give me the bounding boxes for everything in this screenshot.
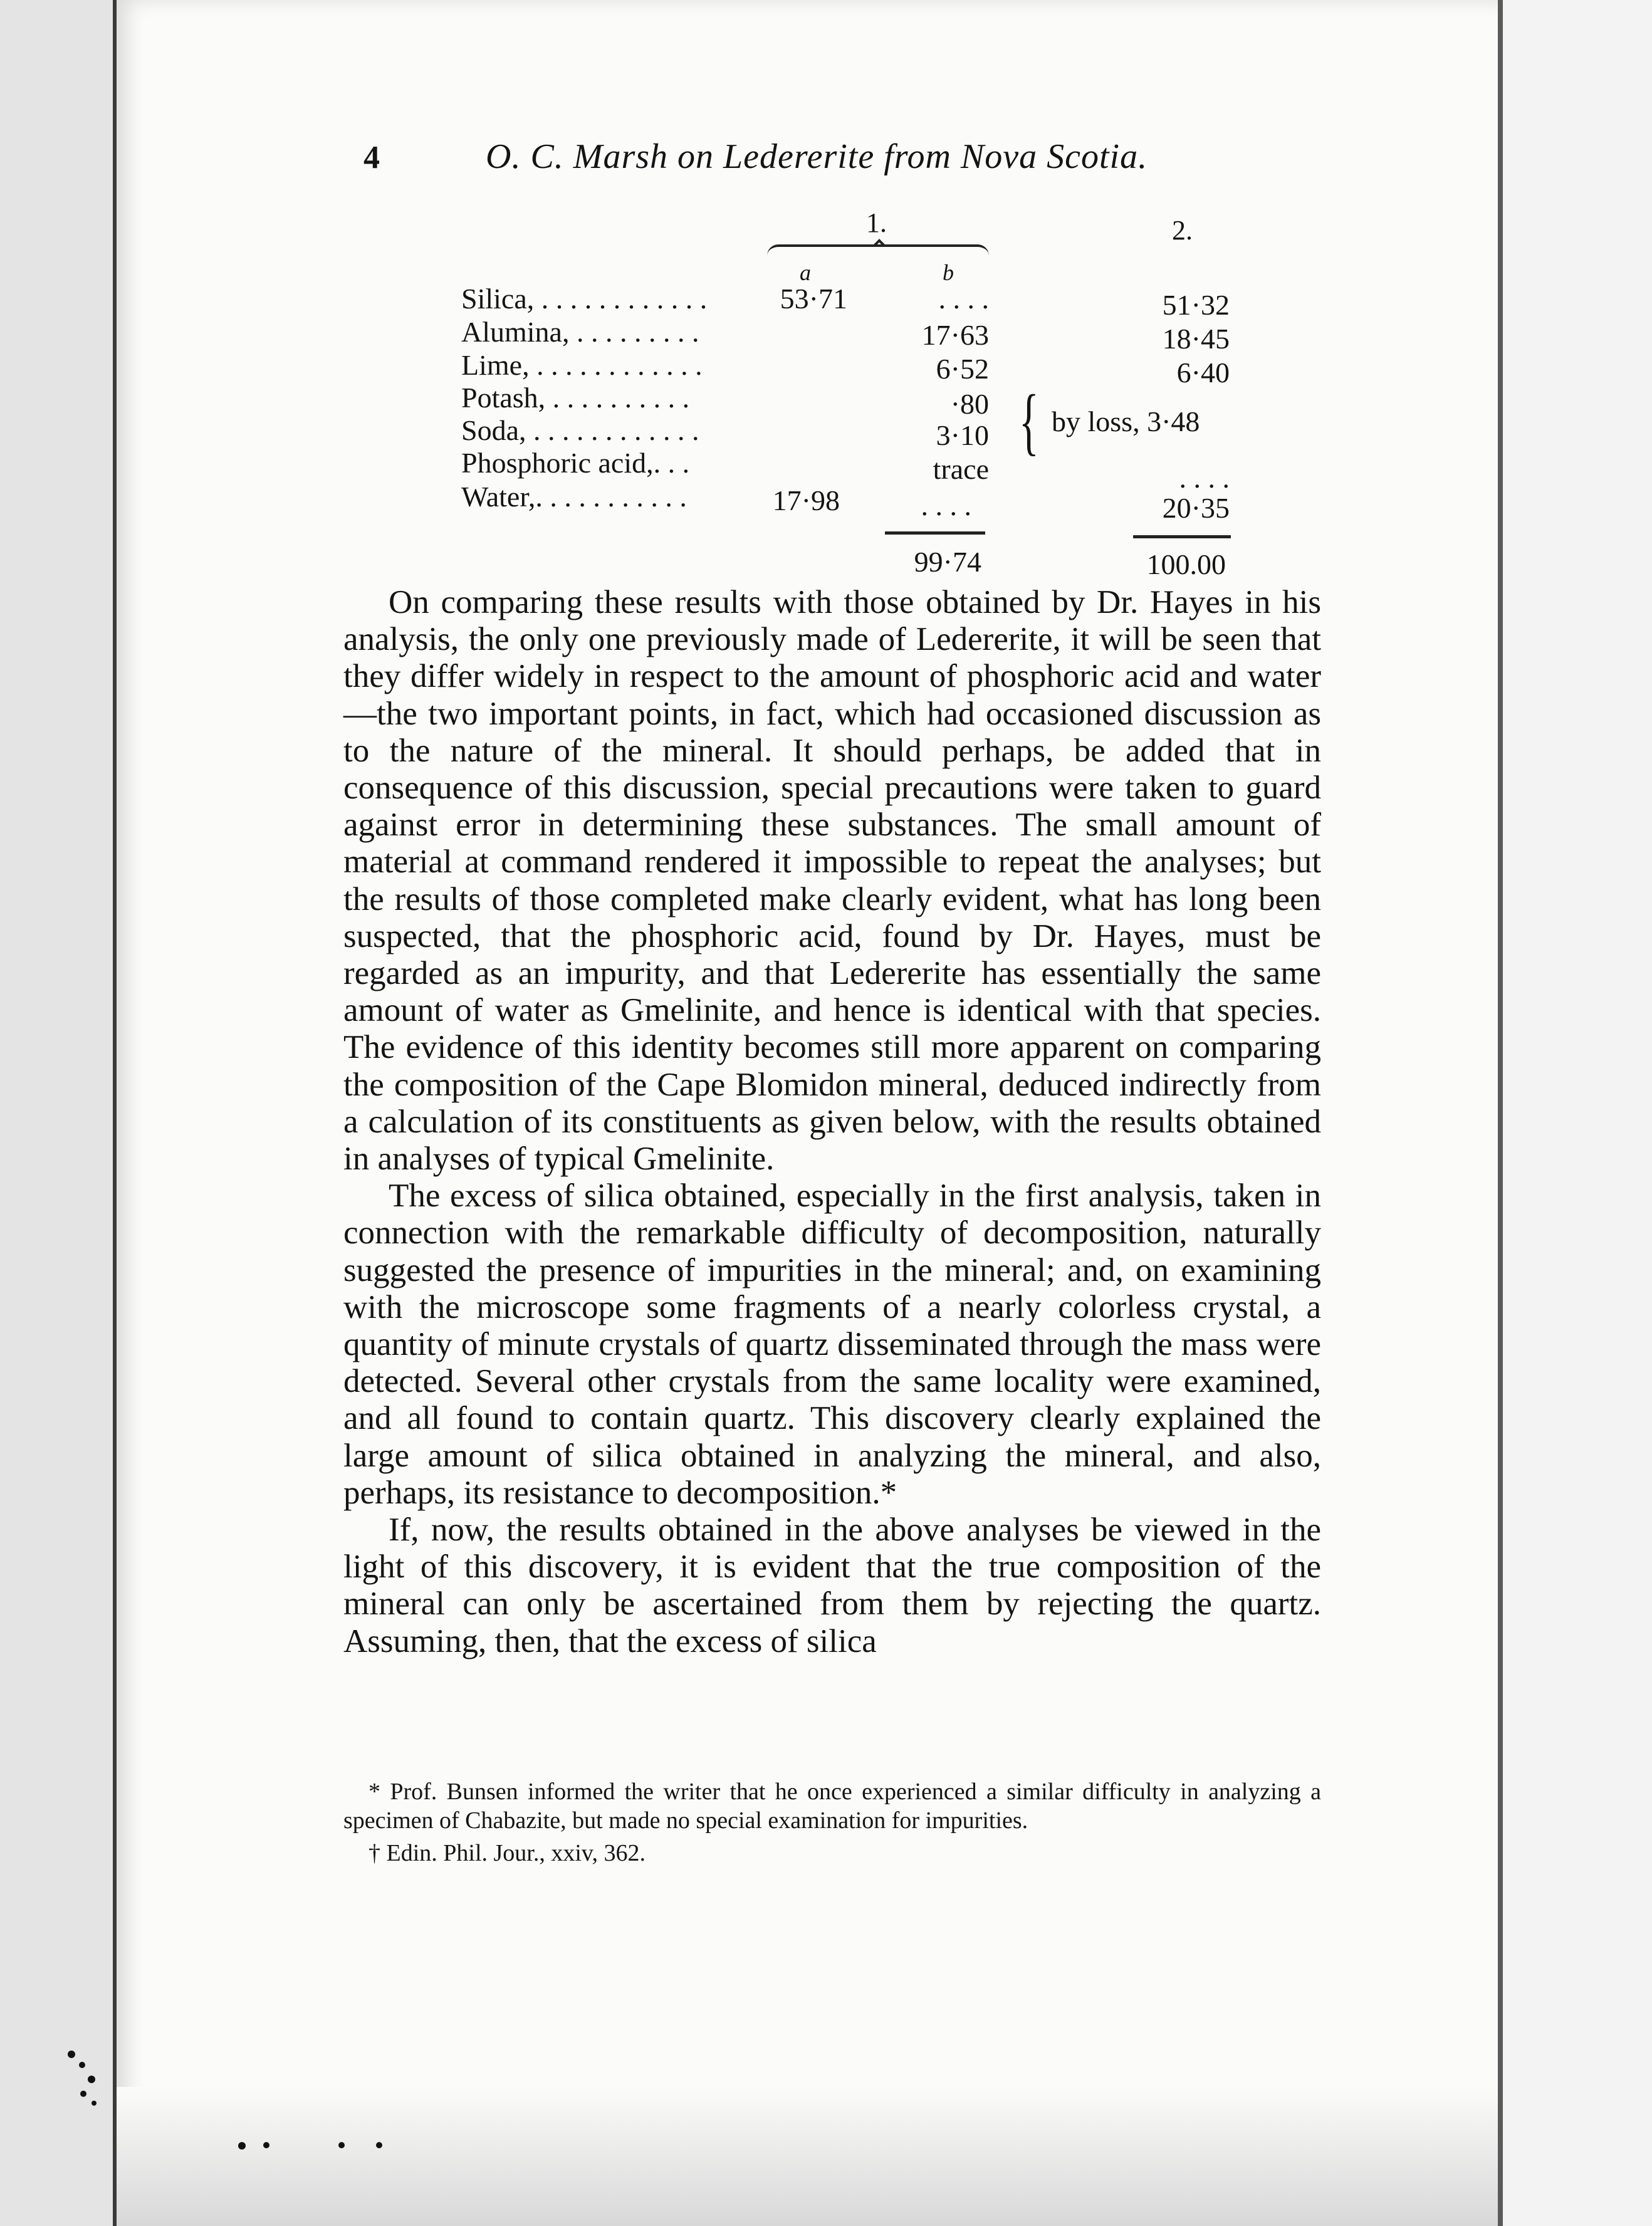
scan-speck [79, 2062, 85, 2068]
row-phosphoric-c2: . . . . [1179, 462, 1230, 494]
running-title: O. C. Marsh on Ledererite from Nova Scotia. [486, 137, 1148, 176]
row-silica-label: Silica, . . . . . . . . . . . . [461, 283, 708, 315]
scan-speck [88, 2076, 95, 2083]
scan-speck [376, 2142, 382, 2148]
row-potash-b: ·80 [950, 388, 989, 420]
col2-header: 2. [1172, 215, 1193, 246]
col1-header: 1. [866, 207, 887, 238]
subcol-a-header: a [800, 260, 811, 285]
paragraph: The excess of silica obtained, especially in the first analysis, taken in connection with the remarkable difficulty of decomposition, naturally suggested the presence of impurities in the mineral; and, on examining with the microscope some fragments of a nearly colorless crystal, a quantity of minute crystals of quartz disseminated through the mass were detected. Several other crystals from the same locality were examined, and all found to contain quartz. This discovery clearly explained the large amount of silica obtained in analyzing the mineral, and also, perhaps, its resistance to decomposition.* [343, 1178, 1321, 1511]
subcol-b-header: b [943, 260, 954, 285]
row-soda-b: 3·10 [936, 419, 989, 451]
footnote: * Prof. Bunsen informed the writer that he once experienced a similar difficulty in analyzing a specimen of Chabazite, but made no special examination for impurities. [343, 1779, 1321, 1834]
analysis-table [0, 0, 1652, 627]
row-lime-b: 6·52 [936, 353, 989, 385]
row-soda-label: Soda, . . . . . . . . . . . . [461, 414, 699, 446]
scan-speck [338, 2142, 345, 2148]
row-water-b: . . . . [921, 489, 971, 521]
paragraph: On comparing these results with those obtained by Dr. Hayes in his analysis, the only one previously made of Ledererite, it will be seen that they differ widely in respect to the amount of phosphoric acid and water—the two important points, in fact, which had occasioned discussion as to the nature of the mineral. It should perhaps, be added that in consequence of this discussion, special precautions were taken to guard against error in determining these substances. The small amount of material at command rendered it impossible to repeat the analyses; but the results of those completed make clearly evident, what has long been suspected, that the phosphoric acid, found by Dr. Hayes, must be regarded as an impurity, and that Ledererite has essentially the same amount of water as Gmelinite, and hence is identical with that species. The evidence of this identity becomes still more apparent on comparing the composition of the Cape Blomidon mineral, deduced indirectly from a calculation of its constituents as given below, with the results obtained in analyses of typical Gmelinite. [343, 584, 1321, 1178]
footnote: † Edin. Phil. Jour., xxiv, 362. [369, 1840, 646, 1866]
row-lime-c2: 6·40 [1176, 357, 1230, 389]
scan-speck [238, 2142, 246, 2150]
total-b: 99·74 [914, 546, 981, 578]
row-water-a: 17·98 [772, 484, 840, 516]
row-alumina-b: 17·63 [921, 319, 989, 351]
page-number: 4 [363, 140, 380, 175]
row-phosphoric-b: trace [933, 453, 989, 485]
total-c2: 100.00 [1146, 548, 1226, 580]
row-alumina-c2: 18·45 [1162, 323, 1230, 355]
footnotes [343, 1777, 1321, 1868]
row-lime-label: Lime, . . . . . . . . . . . . [461, 349, 703, 381]
scan-speck [91, 2101, 97, 2106]
scan-speck [68, 2051, 75, 2058]
row-water-label: Water,. . . . . . . . . . . [461, 481, 687, 513]
scan-speck [263, 2142, 269, 2148]
row-silica-a: 53·71 [780, 283, 847, 315]
page-bottom-shadow [117, 2087, 1498, 2226]
body-text [343, 584, 1321, 1660]
row-alumina-label: Alumina, . . . . . . . . . [461, 316, 699, 348]
row-phosphoric-label: Phosphoric acid,. . . [461, 447, 690, 479]
scan-speck [80, 2091, 86, 2097]
row-silica-b: . . . . [938, 283, 989, 315]
total-rule-c2 [1133, 535, 1231, 538]
row-potash-label: Potash, . . . . . . . . . . [461, 382, 690, 414]
total-rule-b [885, 531, 985, 535]
by-loss-value: by loss, 3·48 [1052, 405, 1200, 437]
row-water-c2: 20·35 [1162, 492, 1230, 524]
paragraph: If, now, the results obtained in the above analyses be viewed in the light of this discovery, it is evident that the true composition of the mineral can only be ascertained from them by rejecting the quartz. Assuming, then, that the excess of silica [343, 1512, 1321, 1659]
curly-brace: { [1019, 379, 1039, 462]
row-silica-c2: 51·32 [1162, 289, 1230, 321]
